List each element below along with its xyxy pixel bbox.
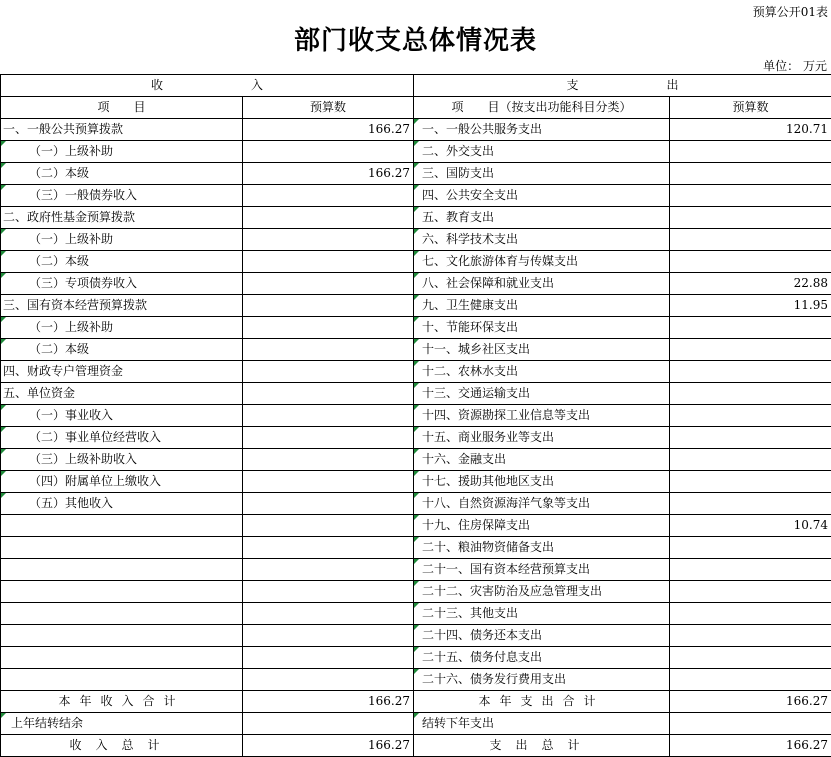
income-budget xyxy=(243,295,414,317)
expense-item: 十、节能环保支出 xyxy=(414,317,670,339)
income-budget xyxy=(243,339,414,361)
expense-budget xyxy=(670,493,831,515)
expense-item: 四、公共安全支出 xyxy=(414,185,670,207)
table-row xyxy=(1,647,831,669)
expense-item: 十八、自然资源海洋气象等支出 xyxy=(414,493,670,515)
income-budget xyxy=(243,471,414,493)
income-item: （二）本级 xyxy=(1,339,243,361)
grand-income-label: 收入总计 xyxy=(1,735,243,757)
col-expense-budget: 预算数 xyxy=(670,97,831,119)
expense-item: 二十、粮油物资储备支出 xyxy=(414,537,670,559)
income-budget xyxy=(243,273,414,295)
expense-budget xyxy=(670,581,831,603)
income-item: （三）上级补助收入 xyxy=(1,449,243,471)
expense-budget xyxy=(670,427,831,449)
expense-item: 七、文化旅游体育与传媒支出 xyxy=(414,251,670,273)
table-row xyxy=(1,537,831,559)
income-item: （一）上级补助 xyxy=(1,317,243,339)
income-item: （一）上级补助 xyxy=(1,229,243,251)
expense-budget xyxy=(670,405,831,427)
income-budget xyxy=(243,383,414,405)
expense-item: 二、外交支出 xyxy=(414,141,670,163)
income-item: 五、单位资金 xyxy=(1,383,243,405)
expense-item: 一、一般公共服务支出 xyxy=(414,119,670,141)
expense-item: 五、教育支出 xyxy=(414,207,670,229)
section-header-row xyxy=(1,75,831,97)
table-row xyxy=(1,229,831,251)
table-row xyxy=(1,625,831,647)
table-row xyxy=(1,405,831,427)
expense-budget xyxy=(670,625,831,647)
income-item: （一）事业收入 xyxy=(1,405,243,427)
income-budget xyxy=(243,625,414,647)
table-row xyxy=(1,273,831,295)
expense-item: 十七、援助其他地区支出 xyxy=(414,471,670,493)
expense-item: 十六、金融支出 xyxy=(414,449,670,471)
year-income-total-value: 166.27 xyxy=(243,691,414,713)
income-item xyxy=(1,581,243,603)
expense-budget xyxy=(670,185,831,207)
year-income-total-label: 本年收入合计 xyxy=(1,691,243,713)
expense-budget: 120.71 xyxy=(670,119,831,141)
expense-budget xyxy=(670,207,831,229)
income-budget xyxy=(243,603,414,625)
income-budget: 166.27 xyxy=(243,163,414,185)
income-item xyxy=(1,625,243,647)
income-budget xyxy=(243,581,414,603)
expense-budget: 11.95 xyxy=(670,295,831,317)
grand-expense-value: 166.27 xyxy=(670,735,831,757)
carryover-row xyxy=(1,713,831,735)
budget-table xyxy=(0,74,831,757)
income-section-header: 收 入 xyxy=(1,75,414,97)
carryover-in-value xyxy=(243,713,414,735)
expense-budget xyxy=(670,361,831,383)
grand-total-row xyxy=(1,735,831,757)
table-row xyxy=(1,317,831,339)
income-budget xyxy=(243,405,414,427)
income-budget xyxy=(243,515,414,537)
income-item: 四、财政专户管理资金 xyxy=(1,361,243,383)
table-row xyxy=(1,251,831,273)
income-item xyxy=(1,647,243,669)
income-item: （五）其他收入 xyxy=(1,493,243,515)
income-item: （一）上级补助 xyxy=(1,141,243,163)
table-row xyxy=(1,669,831,691)
income-budget xyxy=(243,317,414,339)
income-budget xyxy=(243,449,414,471)
grand-income-value: 166.27 xyxy=(243,735,414,757)
expense-item: 二十二、灾害防治及应急管理支出 xyxy=(414,581,670,603)
income-budget xyxy=(243,251,414,273)
table-row xyxy=(1,471,831,493)
income-item xyxy=(1,537,243,559)
income-item: （四）附属单位上缴收入 xyxy=(1,471,243,493)
income-budget xyxy=(243,207,414,229)
carryover-out-label: 结转下年支出 xyxy=(414,713,670,735)
expense-budget xyxy=(670,669,831,691)
income-item: （二）本级 xyxy=(1,251,243,273)
expense-item: 十四、资源勘探工业信息等支出 xyxy=(414,405,670,427)
expense-budget xyxy=(670,317,831,339)
expense-item: 二十六、债务发行费用支出 xyxy=(414,669,670,691)
income-item: （三）专项债券收入 xyxy=(1,273,243,295)
income-item: （二）事业单位经营收入 xyxy=(1,427,243,449)
table-row xyxy=(1,295,831,317)
expense-item: 十二、农林水支出 xyxy=(414,361,670,383)
expense-item: 三、国防支出 xyxy=(414,163,670,185)
income-budget xyxy=(243,493,414,515)
income-budget xyxy=(243,229,414,251)
expense-item: 十三、交通运输支出 xyxy=(414,383,670,405)
expense-budget: 22.88 xyxy=(670,273,831,295)
income-item: （三）一般债券收入 xyxy=(1,185,243,207)
carryover-in-label: 上年结转结余 xyxy=(1,713,243,735)
table-row xyxy=(1,339,831,361)
income-budget xyxy=(243,647,414,669)
income-budget xyxy=(243,427,414,449)
table-row xyxy=(1,559,831,581)
table-row xyxy=(1,427,831,449)
expense-item: 十五、商业服务业等支出 xyxy=(414,427,670,449)
income-item xyxy=(1,559,243,581)
form-code: 预算公开01表 xyxy=(752,5,828,19)
expense-item: 八、社会保障和就业支出 xyxy=(414,273,670,295)
table-row xyxy=(1,515,831,537)
income-item xyxy=(1,669,243,691)
expense-item: 二十五、债务付息支出 xyxy=(414,647,670,669)
expense-item: 二十三、其他支出 xyxy=(414,603,670,625)
table-row xyxy=(1,383,831,405)
income-budget xyxy=(243,559,414,581)
expense-section-header: 支 出 xyxy=(414,75,831,97)
expense-budget xyxy=(670,537,831,559)
table-row xyxy=(1,449,831,471)
table-row xyxy=(1,119,831,141)
column-header-row xyxy=(1,97,831,119)
expense-budget xyxy=(670,229,831,251)
table-body xyxy=(1,119,831,691)
income-budget xyxy=(243,361,414,383)
income-budget xyxy=(243,537,414,559)
table-row xyxy=(1,493,831,515)
expense-budget xyxy=(670,339,831,361)
income-item xyxy=(1,603,243,625)
income-item xyxy=(1,515,243,537)
expense-budget xyxy=(670,251,831,273)
expense-budget xyxy=(670,449,831,471)
year-total-row xyxy=(1,691,831,713)
year-expense-total-value: 166.27 xyxy=(670,691,831,713)
table-row xyxy=(1,581,831,603)
table-row xyxy=(1,163,831,185)
income-budget xyxy=(243,669,414,691)
expense-budget xyxy=(670,471,831,493)
carryover-out-value xyxy=(670,713,831,735)
table-row xyxy=(1,603,831,625)
table-row xyxy=(1,361,831,383)
expense-item: 二十一、国有资本经营预算支出 xyxy=(414,559,670,581)
expense-item: 十一、城乡社区支出 xyxy=(414,339,670,361)
income-budget: 166.27 xyxy=(243,119,414,141)
income-budget xyxy=(243,141,414,163)
income-item: 一、一般公共预算拨款 xyxy=(1,119,243,141)
expense-budget xyxy=(670,647,831,669)
income-item: （二）本级 xyxy=(1,163,243,185)
grand-expense-label: 支出总计 xyxy=(414,735,670,757)
expense-item: 十九、住房保障支出 xyxy=(414,515,670,537)
table-row xyxy=(1,141,831,163)
expense-budget: 10.74 xyxy=(670,515,831,537)
page-title: 部门收支总体情况表 xyxy=(293,26,537,56)
income-budget xyxy=(243,185,414,207)
income-item: 三、国有资本经营预算拨款 xyxy=(1,295,243,317)
expense-budget xyxy=(670,559,831,581)
expense-item: 九、卫生健康支出 xyxy=(414,295,670,317)
income-item: 二、政府性基金预算拨款 xyxy=(1,207,243,229)
expense-budget xyxy=(670,603,831,625)
expense-budget xyxy=(670,383,831,405)
expense-item: 六、科学技术支出 xyxy=(414,229,670,251)
col-expense-item: 项 目（按支出功能科目分类） xyxy=(414,97,670,119)
expense-item: 二十四、债务还本支出 xyxy=(414,625,670,647)
col-income-budget: 预算数 xyxy=(243,97,414,119)
col-income-item: 项 目 xyxy=(1,97,243,119)
expense-budget xyxy=(670,163,831,185)
table-row xyxy=(1,207,831,229)
unit-label: 单位： 万元 xyxy=(763,59,827,73)
table-row xyxy=(1,185,831,207)
year-expense-total-label: 本年支出合计 xyxy=(414,691,670,713)
expense-budget xyxy=(670,141,831,163)
